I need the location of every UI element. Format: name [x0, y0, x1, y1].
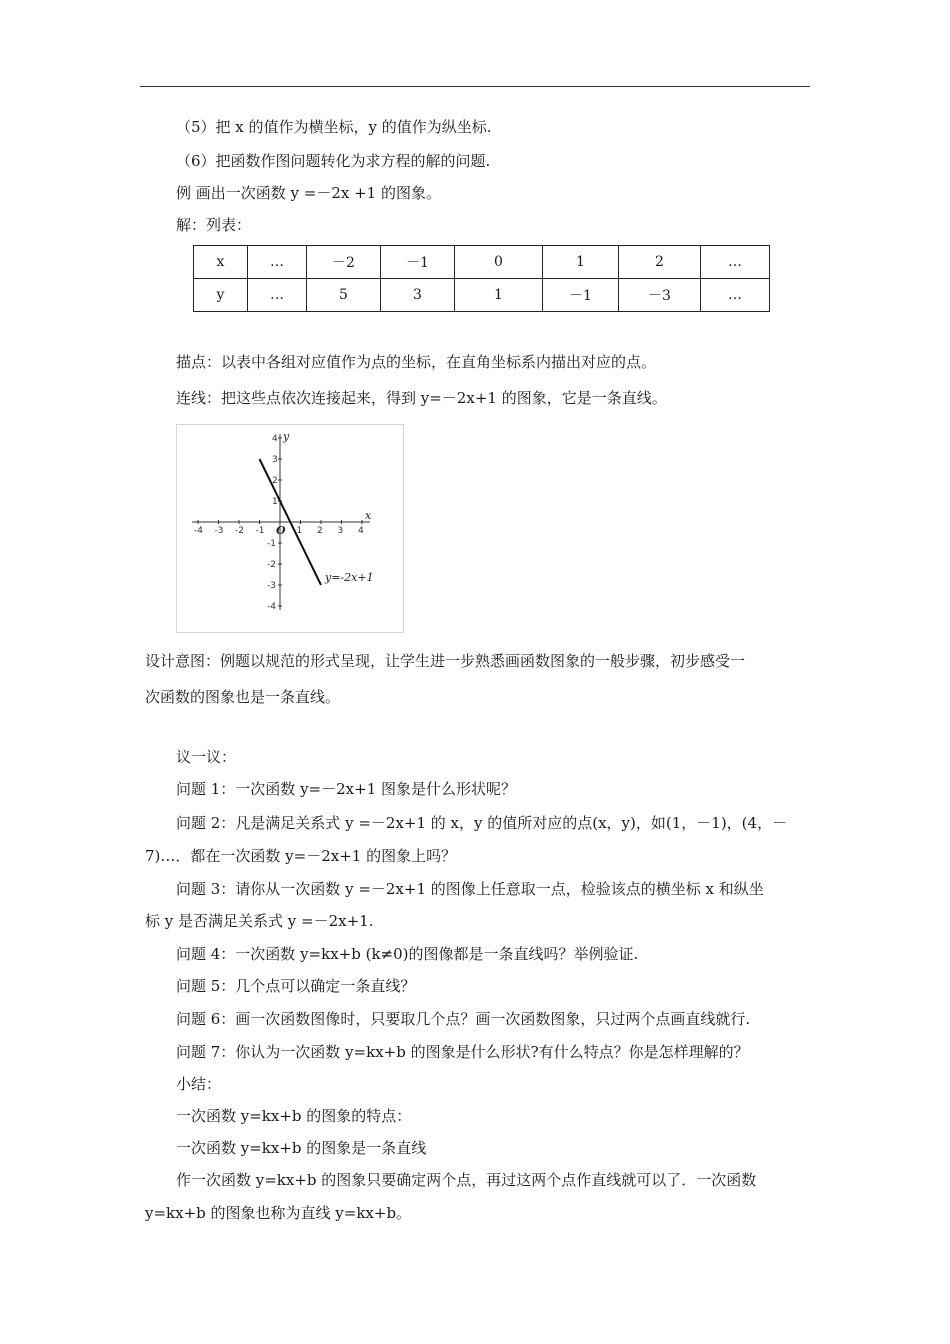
graph-svg [177, 425, 403, 632]
y-tick-label: 1 [272, 497, 278, 507]
origin-label: O [276, 524, 286, 537]
header-rule [140, 86, 810, 87]
design-intent-line2: 次函数的图象也是一条直线。 [145, 688, 341, 706]
example-title: 例 画出一次函数 y =－2x +1 的图象。 [176, 184, 441, 202]
y-tick-label: 3 [272, 455, 278, 465]
step-6: （6）把函数作图问题转化为求方程的解的问题. [176, 152, 491, 170]
value-table [193, 245, 770, 312]
table-cell: x [194, 246, 248, 279]
table-cell: 5 [307, 279, 381, 312]
table-cell: … [248, 279, 307, 312]
table-row-x [194, 246, 770, 279]
connect-text: 连线：把这些点依次连接起来，得到 y=－2x+1 的图象，它是一条直线。 [176, 389, 667, 407]
x-tick-label: 4 [358, 526, 364, 536]
x-tick-label: -3 [214, 526, 224, 536]
table-cell: 2 [619, 246, 701, 279]
y-tick-label: 4 [272, 434, 278, 444]
question-3-line1: 问题 3：请你从一次函数 y =－2x+1 的图像上任意取一点，检验该点的横坐标 x 和纵坐 [176, 880, 764, 898]
question-6: 问题 6：画一次函数图像时，只要取几个点？画一次函数图象，只过两个点画直线就行. [176, 1010, 751, 1028]
table-cell: 0 [455, 246, 543, 279]
question-1: 问题 1：一次函数 y=－2x+1 图象是什么形状呢？ [176, 780, 517, 798]
plot-points-text: 描点：以表中各组对应值作为点的坐标，在直角坐标系内描出对应的点。 [176, 353, 657, 371]
table-cell: －2 [307, 246, 381, 279]
x-tick-label: -1 [255, 526, 265, 536]
table-cell: 3 [381, 279, 455, 312]
function-graph [176, 424, 404, 633]
table-cell: －1 [543, 279, 619, 312]
question-2-line2: 7)…．都在一次函数 y=－2x+1 的图象上吗？ [145, 847, 457, 865]
question-5: 问题 5：几个点可以确定一条直线？ [176, 977, 416, 995]
table-cell: 1 [543, 246, 619, 279]
solution-label: 解：列表： [176, 216, 252, 234]
table-cell: … [701, 279, 770, 312]
summary-heading: 小结： [176, 1075, 222, 1093]
y-tick-label: -2 [267, 560, 276, 570]
y-tick-label: -3 [267, 581, 276, 591]
y-tick-label: -4 [267, 602, 276, 612]
summary-line2: 一次函数 y=kx+b 的图象是一条直线 [176, 1139, 427, 1157]
table-cell: … [248, 246, 307, 279]
x-tick-label: 2 [317, 526, 323, 536]
summary-line1: 一次函数 y=kx+b 的图象的特点： [176, 1107, 412, 1125]
x-axis-label: x [365, 509, 372, 522]
table-cell: 1 [455, 279, 543, 312]
y-axis-label: y [283, 430, 290, 443]
summary-line3: 作一次函数 y=kx+b 的图象只要确定两个点，再过这两个点作直线就可以了．一次函数 [176, 1171, 757, 1189]
y-tick-label: 2 [272, 476, 278, 486]
x-tick-label: -4 [194, 526, 203, 536]
discuss-heading: 议一议： [176, 748, 237, 766]
question-3-line2: 标 y 是否满足关系式 y =－2x+1. [145, 912, 374, 930]
question-7: 问题 7：你认为一次函数 y=kx+b 的图象是什么形状?有什么特点？你是怎样理解的？ [176, 1043, 749, 1061]
summary-line4: y=kx+b 的图象也称为直线 y=kx+b。 [145, 1204, 412, 1222]
table-row-y [194, 279, 770, 312]
table-cell: －3 [619, 279, 701, 312]
question-4: 问题 4：一次函数 y=kx+b (k≠0)的图像都是一条直线吗？举例验证. [176, 945, 639, 963]
question-2-line1: 问题 2：凡是满足关系式 y =－2x+1 的 x，y 的值所对应的点(x，y)，如(1，－1)，(4，－ [176, 814, 788, 832]
step-5: （5）把 x 的值作为横坐标，y 的值作为纵坐标. [176, 118, 492, 136]
series-label: y=-2x+1 [325, 571, 374, 584]
x-tick-label: 1 [296, 526, 303, 536]
y-tick-label: -1 [267, 539, 276, 549]
table-cell: y [194, 279, 248, 312]
x-tick-label: -2 [235, 526, 244, 536]
table-cell: －1 [381, 246, 455, 279]
x-tick-label: 3 [337, 526, 344, 536]
table-cell: … [701, 246, 770, 279]
design-intent-line1: 设计意图：例题以规范的形式呈现，让学生进一步熟悉画函数图象的一般步骤，初步感受一 [145, 652, 746, 670]
